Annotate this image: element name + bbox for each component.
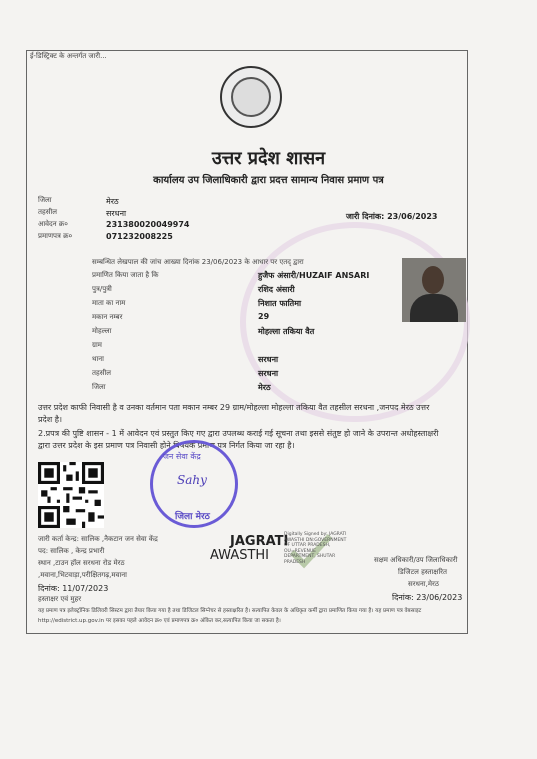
signer-first-name: JAGRATI [230,534,289,549]
field-label: ग्राम [92,341,102,349]
field-value: मोहल्ला तकिया वैत [258,327,315,336]
government-title: उत्तर प्रदेश शासन [211,148,326,169]
issuer-line: स्थान ,टाउन हॉल सरधना रोड मेरठ [38,559,125,567]
field-label: मकान नम्बर [92,313,123,321]
issuer-line: हस्ताक्षर एवं मुहर [38,595,82,603]
field-label: जिला [92,383,106,391]
field-value: मेरठ [258,383,271,392]
seal-top-text: जन सेवा केंद्र [163,452,201,461]
issuer-line: पद: सालिक , केन्द्र प्रभारी [38,547,105,555]
field-label: तहसील [92,369,111,377]
district-value: मेरठ [106,197,119,206]
footer-note: यह प्रमाण पत्र इलेक्ट्रॉनिक डिलिवरी सिस्टम द्वारा तैयार किया गया है तथा डिजिटल सिग्नेचर से हस्ताक्षरित है। सत्यापित केवल के अधिकृत कर्मी द्वारा प्रमाणित किया गया है। यह प्रमाण पत्र वेबसाइट http://edistrict.up.gov.in पर इसका पहले आवेदन क्र० एवं प्रमाणपत्र क्र० अंकित कर,सत्यापित किया जा सकता है। [38,608,422,624]
field-label: पुत्र/पुत्री [92,285,112,293]
application-number: 231380020049974 [106,220,190,229]
district-label: जिला [38,196,52,204]
officer-digital-sign: डिजिटल हस्ताक्षरित [398,568,447,576]
issuer-line: जारी कर्ता केन्द्र: सालिक ,नैकटान जन सेवा केंद्र [38,535,158,543]
qr-code [38,462,104,528]
officer-location: सरधना,मेरठ [408,580,439,588]
issuer-date: दिनांक: 11/07/2023 [38,584,109,593]
field-label: प्रमाणित किया जाता है कि [92,271,159,279]
field-label: थाना [92,355,104,363]
office-title: कार्यालय उप जिलाधिकारी द्वारा प्रदत्त सामान्य निवास प्रमाण पत्र [153,175,384,186]
signer-last-name: AWASTHI [210,548,270,563]
intro-text: सम्बन्धित लेखपाल की जांच आख्या दिनांक 23/06/2023 के आधार पर एतद् द्वारा [92,258,304,266]
application-label: आवेदन क्र० [38,220,68,228]
header-note: ई-डिस्ट्रिक्ट के अन्तर्गत जारी... [30,52,107,60]
residence-statement: उत्तर प्रदेश काफी निवासी है व उनका वर्तमान पता मकान नम्बर 29 ग्राम/मोहल्ला मोहल्ला तकिया वैत तहसील सरधना ,जनपद मेरठ उत्तर प्रदेश है। [38,403,430,424]
applicant-photo [402,258,466,322]
field-value: सरधना [258,355,279,364]
field-value: सरधना [258,369,279,378]
verification-statement: 2.प्रपत्र की पुष्टि शासन - 1 में आवेदन एवं प्रस्तुत किए गए द्वारा उपलब्ध कराई गई सूचना तथा इससे संतुष्ट हो जाने के उपरान्त अधोहस्ताक्षरी द्वारा उत्तर प्रदेश के इस प्रमाण पत्र निवासी होने विषयक प्रमाण पत्र निर्गत किया जा रहा है। [38,429,439,450]
digital-signature-details: Digitally Signed by: JAGRATI AWASTHI DN:GOVERNMENT OF UTTAR PRADESH, OU=REVENUE DEPARTMENT, SHUTAR PRADESH [284,532,347,565]
field-value: हुजैफ अंसारी/HUZAIF ANSARI [258,271,370,280]
officer-title: सक्षम अधिकारी/उप जिलाधिकारी [374,556,458,564]
watermark-emblem [240,222,470,422]
seal-signature: Sahy [177,473,207,487]
issue-date: जारी दिनांक: 23/06/2023 [346,212,438,221]
seal-bottom-text: जिला मेरठ [175,512,210,522]
field-label: मोहल्ला [92,327,112,335]
state-emblem-icon [220,66,282,128]
officer-date: दिनांक: 23/06/2023 [392,593,463,602]
issuer-line: ,मवाना,भिटवाड़ा,परीक्षितगढ़,मवाना [38,571,127,579]
certificate-label: प्रमाणपत्र क्र० [38,232,73,240]
official-seal [150,440,238,528]
field-value: रशिद अंसारी [258,285,295,294]
field-value: 29 [258,312,270,321]
tehsil-label: तहसील [38,208,57,216]
field-label: माता का नाम [92,299,126,307]
tehsil-value: सरधना [106,209,127,218]
certificate-number: 071232008225 [106,232,173,241]
field-value: निशात फातिमा [258,299,302,308]
